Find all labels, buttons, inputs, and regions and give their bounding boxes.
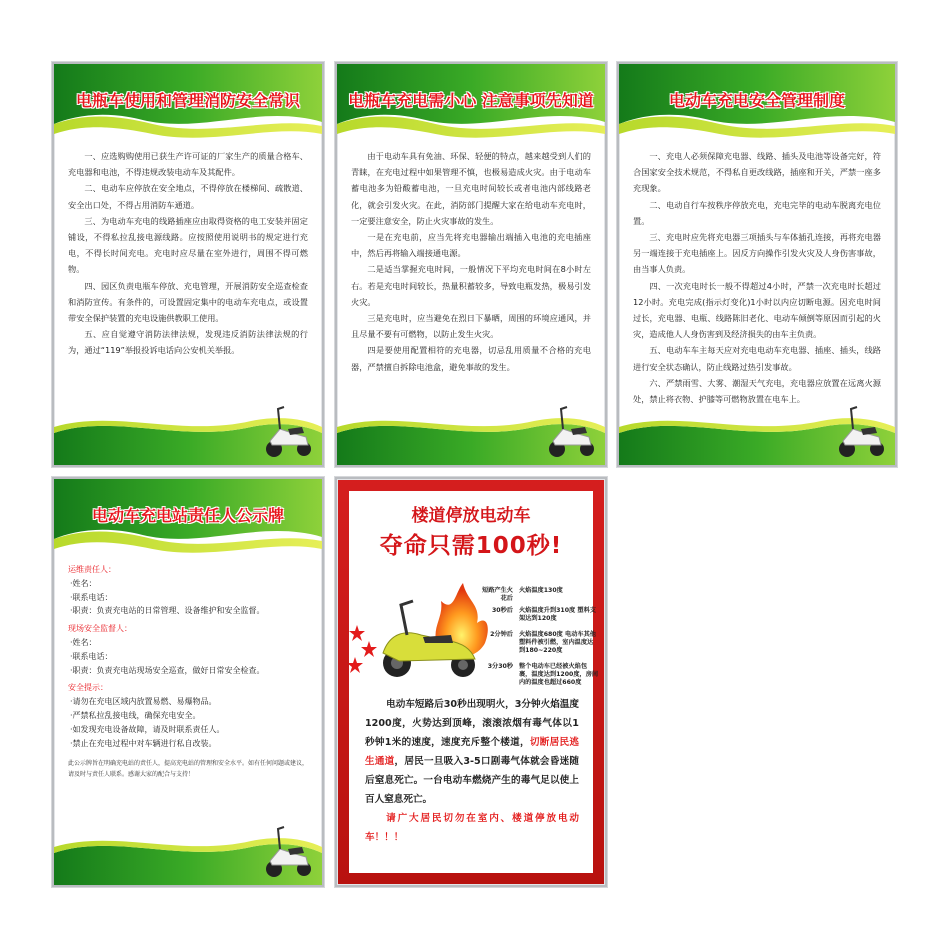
paragraph: 二是适当掌握充电时间，一般情况下平均充电时间在8小时左右。若是充电时间较长，热量积蓄较多，导致电瓶发热，极易引发火灾。 — [351, 264, 591, 307]
paragraph: 由于电动车具有免油、环保、轻便的特点，越来越受到人们的青睐，在充电过程中如果管理不慎，也极易造成火灾。由于电动车蓄电池多为铅酸蓄电池，一旦充电时间较长或者电池内部线路老化，就会引发火灾。在此，消防部门提醒大家在给电动车充电时，一定要注意安全，防止火灾事故的发生。 — [351, 151, 591, 226]
scooter-image — [545, 401, 597, 459]
section-heading: 运维责任人： — [68, 565, 116, 574]
list-item: ·如发现充电设备故障，请及时联系责任人。 — [70, 724, 225, 734]
list-item: ·禁止在充电过程中对车辆进行私自改装。 — [70, 738, 217, 748]
paragraph: 六、严禁雨雪、大雾、潮湿天气充电，充电器应放置在远离火源处，禁止将衣物、护膝等可燃物放置在电车上。 — [633, 377, 881, 405]
warning-headline: 夺命只需100秒! — [379, 533, 563, 559]
paragraph: 二、电动车应停放在安全地点，不得停放在楼梯间、疏散道、安全出口处，不得占用消防车通道。 — [68, 183, 308, 210]
warning-appeal: 请广大居民切勿在室内、楼道停放电动车！！！ — [365, 813, 579, 843]
board-title: 电瓶车充电需小心 注意事项先知道 — [348, 91, 594, 110]
paragraph: 一、充电人必须保障充电器、线路、插头及电池等设备完好，符合国家安全技术规范，不得私自更改线路，插座和开关，严禁一座多充现象。 — [633, 151, 881, 194]
fire-warning-board — [335, 477, 607, 887]
list-item: ·请勿在充电区域内放置易燃、易爆物品。 — [70, 697, 217, 707]
board-title: 电瓶车使用和管理消防安全常识 — [75, 91, 300, 110]
list-item: ·联系电话： — [70, 592, 113, 602]
timeline-text: 火焰温度130度 — [519, 587, 563, 594]
board-body — [68, 148, 308, 359]
list-item: ·职责：负责充电站的日常管理、设备维护和安全监督。 — [70, 606, 265, 616]
section-heading: 安全提示： — [68, 683, 108, 693]
paragraph: 三是充电时，应当避免在烈日下暴晒，周围的环境应通风，并且尽量不要有可燃物，以防止发生火灾。 — [351, 313, 591, 340]
safety-board-charging — [335, 62, 607, 467]
timeline-label: 3分30秒 — [487, 663, 513, 670]
safety-board-usage — [52, 62, 324, 467]
paragraph: 五、应自觉遵守消防法律法规，发现违反消防法律法规的行为，通过“119”举报投诉电话向公安机关举报。 — [68, 329, 308, 356]
timeline-label: 30秒后 — [492, 607, 513, 614]
scooter-image — [262, 821, 314, 879]
paragraph: 四、一次充电时长一般不得超过4小时，严禁一次充电时长超过12小时。充电完成(指示灯变化)1小时以内应切断电源。因充电时间过长，充电器、电瓶、线路陈旧老化、电动车倾倒等原因而引起的火灾，造成他人人身伤害到及经济损失的由车主负责。 — [633, 280, 881, 340]
warning-body — [365, 695, 579, 847]
board-body — [633, 148, 881, 407]
scooter-image — [835, 401, 887, 459]
scooter-image — [262, 401, 314, 459]
board-title: 电动车充电安全管理制度 — [668, 91, 845, 110]
list-item: ·联系电话： — [70, 651, 113, 661]
warning-content — [349, 491, 599, 873]
warning-text: ，居民一旦吸入3-5口剧毒气体就会昏迷随后窒息死亡。一台电动车燃烧产生的毒气足以使上百人窒息死亡。 — [365, 756, 579, 805]
list-item: ·职责：负责充电站现场安全巡查，做好日常安全检查。 — [70, 665, 265, 675]
paragraph: 四是要使用配置相符的充电器，切忌乱用质量不合格的充电器，严禁擅自拆除电池盒，避免事故的发生。 — [351, 345, 591, 372]
timeline-text: 整个电动车已经被火焰包裹，温度达到1200度，房间内的温度也超过660度 — [519, 663, 599, 686]
warning-text-highlight: 切断居民逃生通道 — [365, 737, 579, 767]
warning-text: 电动车短路后30秒出现明火，3分钟火焰温度1200度，火势达到顶峰，滚滚浓烟有毒气体以1秒钟1米的速度，速度充斥整个楼道， — [365, 699, 579, 748]
list-item: ·严禁私拉乱接电线，确保充电安全。 — [70, 710, 201, 720]
board-title: 电动车充电站责任人公示牌 — [91, 506, 284, 525]
board-header — [54, 479, 322, 559]
paragraph: 二、电动自行车按秩序停放充电，充电完毕的电动车脱离充电位置。 — [633, 199, 881, 226]
responsibility-board — [52, 477, 324, 887]
paragraph: 三、充电时应先将充电器三项插头与车体插孔连接，再将充电器另一端连接于充电插座上。因反方向操作引发火灾及人身伤害事故，由当事人负责。 — [633, 232, 881, 275]
board-body — [351, 148, 591, 375]
timeline-label: 2分钟后 — [490, 631, 513, 638]
footnote: 此公示牌旨在明确充电站的责任人，提高充电站的管理和安全水平。如有任何问题或建议，请及时与责任人联系。感谢大家的配合与支持！ — [68, 760, 309, 779]
board-header — [337, 64, 605, 144]
board-body — [68, 559, 308, 780]
timeline-text: 火焰温度680度 电动车其他塑料件被引燃，室内温度达到180~220度 — [519, 631, 596, 654]
paragraph: 三、为电动车充电的线路插座应由取得资格的电工安装并固定铺设，不得私拉乱接电源线路。应按照使用说明书的规定进行充电，不得长时间充电。充电时应尽量在室外进行，周围不得可燃物。 — [68, 215, 308, 275]
safety-board-management — [617, 62, 897, 467]
paragraph: 五、电动车车主每天应对充电电动车充电器、插座、插头，线路进行安全状态确认，防止线路过热引发事故。 — [633, 345, 881, 372]
paragraph: 四、园区负责电瓶车停放、充电管理，开展消防安全巡查检查和消防宣传。有条件的，可设置固定集中的电动车充电点，或设置带安全保护装置的充电设施供教职工使用。 — [68, 280, 308, 324]
section-heading: 现场安全监督人： — [68, 624, 132, 634]
warning-title: 楼道停放电动车 — [411, 506, 531, 526]
warning-paragraph — [365, 695, 579, 809]
board-header — [54, 64, 322, 144]
board-header — [619, 64, 895, 144]
timeline-text: 火焰温度升到310度 塑料支架达到120度 — [519, 607, 596, 622]
timeline-label: 短路产生火花后 — [482, 587, 513, 602]
list-item: ·姓名： — [70, 578, 97, 588]
list-item: ·姓名： — [70, 637, 97, 647]
paragraph: 一是在充电前，应当先将充电器输出端插入电池的充电插座中，然后再将输入端接通电源。 — [351, 232, 591, 259]
paragraph: 一、应选购购使用已获生产许可证的厂家生产的质量合格车、充电器和电池，不得违规改装电动车及其配件。 — [68, 151, 308, 178]
